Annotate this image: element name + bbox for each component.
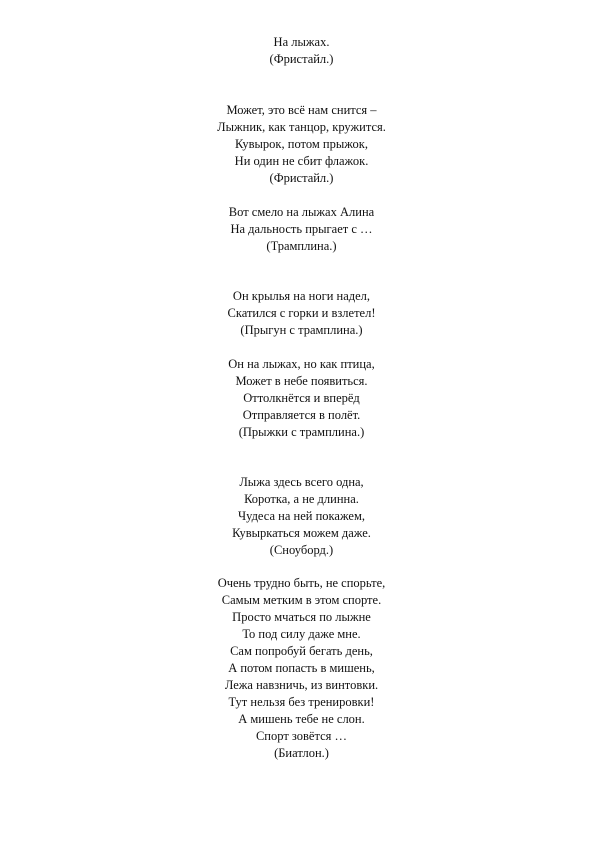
riddle-line: То под силу даже мне.: [242, 627, 361, 641]
riddle-answer: (Прыжки с трамплина.): [238, 425, 365, 439]
riddle-line: Чудеса на ней покажем,: [237, 509, 366, 523]
riddle-line: Оттолкнётся и вперёд: [243, 391, 360, 405]
riddle-answer: (Сноуборд.): [269, 543, 334, 557]
riddle-line: Кувыркаться можем даже.: [232, 526, 371, 540]
riddle-line: Самым метким в этом спорте.: [221, 593, 382, 607]
riddle-answer: (Прыгун с трамплина.): [240, 323, 363, 337]
riddle-snowboard: [0, 474, 595, 559]
riddle-ski-jumping: [0, 356, 595, 441]
riddle-line: Отправляется в полёт.: [242, 408, 361, 422]
riddle-line: Просто мчаться по лыжне: [232, 610, 371, 624]
riddle-line: Коротка, а не длинна.: [244, 492, 359, 506]
riddle-line: Тут нельзя без тренировки!: [228, 695, 375, 709]
riddle-line: Сам попробуй бегать день,: [230, 644, 373, 658]
riddle-line: Он на лыжах, но как птица,: [228, 357, 375, 371]
riddle-line: Может в небе появиться.: [235, 374, 368, 388]
riddle-line: Скатился с горки и взлетел!: [227, 306, 376, 320]
riddle-biathlon: [0, 575, 595, 762]
riddle-line: Очень трудно быть, не спорьте,: [217, 576, 386, 590]
riddle-line: Может, это всё нам снится –: [226, 103, 377, 117]
riddle-line: А потом попасть в мишень,: [228, 661, 375, 675]
riddle-line: Лыжа здесь всего одна,: [239, 475, 364, 489]
riddle-line: Он крылья на ноги надел,: [232, 289, 371, 303]
riddle-line: Вот смело на лыжах Алина: [228, 205, 375, 219]
riddle-line: Спорт зовётся …: [255, 729, 348, 743]
riddle-line: На дальность прыгает с …: [230, 222, 373, 236]
riddle-line: Лыжник, как танцор, кружится.: [217, 120, 386, 134]
title-answer-line: (Фристайл.): [269, 52, 334, 66]
riddle-freestyle: [0, 102, 595, 187]
riddle-answer: (Фристайл.): [269, 171, 334, 185]
riddle-line: А мишень тебе не слон.: [238, 712, 365, 726]
title-line: На лыжах.: [273, 35, 330, 49]
riddle-line: Кувырок, потом прыжок,: [234, 137, 368, 151]
document-title: [0, 34, 595, 68]
riddle-line: Ни один не сбит флажок.: [234, 154, 369, 168]
riddle-ski-jumper: [0, 288, 595, 339]
riddle-ski-jump: [0, 204, 595, 255]
riddle-answer: (Трамплина.): [266, 239, 337, 253]
riddle-answer: (Биатлон.): [274, 746, 329, 760]
riddle-line: Лежа навзничь, из винтовки.: [224, 678, 379, 692]
